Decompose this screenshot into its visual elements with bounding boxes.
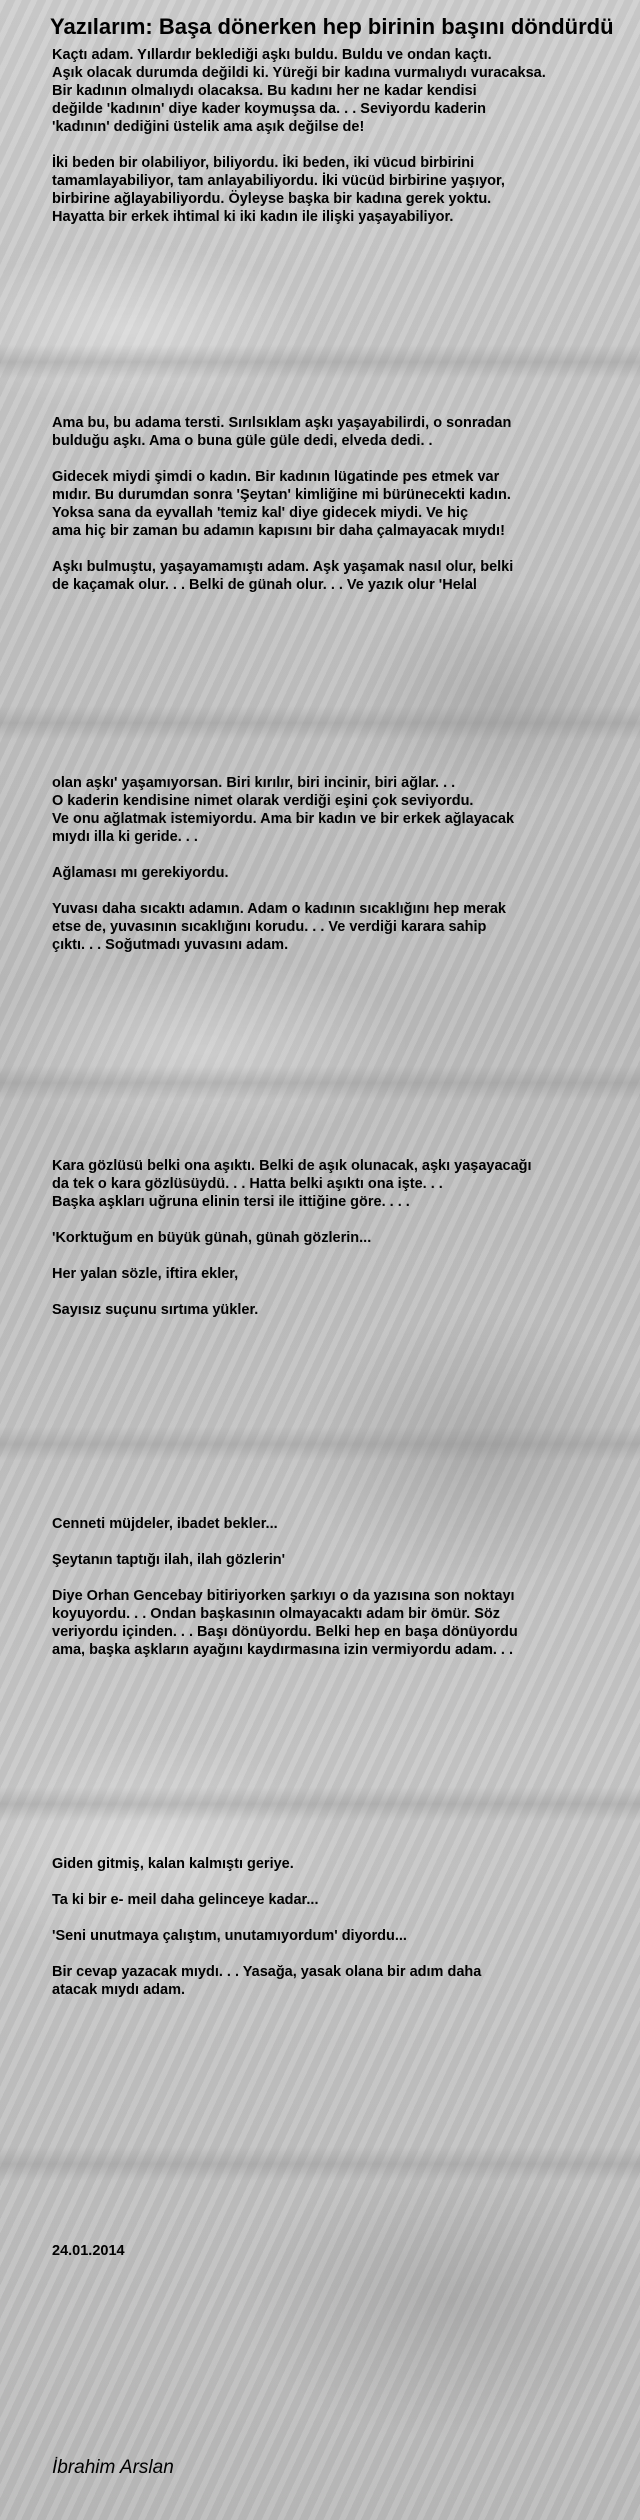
paragraph	[52, 1587, 612, 1659]
paragraph	[52, 414, 612, 450]
section-divider	[0, 1427, 640, 1461]
text-line: 'Seni unutmaya çalıştım, unutamıyordum' diyordu...	[52, 1928, 407, 1944]
paragraph	[52, 558, 612, 594]
paragraph	[52, 1963, 612, 1999]
page-title: Yazılarım: Başa dönerken hep birinin başını döndürdü	[50, 14, 614, 39]
text-line: Yoksa sana da eyvallah 'temiz kal' diye gidecek miydi. Ve hiç	[52, 505, 469, 521]
text-line: Sayısız suçunu sırtıma yükler.	[52, 1302, 259, 1318]
section-divider	[0, 1787, 640, 1821]
text-line: da tek o kara gözlüsüydü. . . Hatta belki aşıktı ona işte. . .	[52, 1176, 443, 1192]
text-line: değilde 'kadının' diye kader koymuşsa da. . . Seviyordu kaderin	[52, 101, 486, 117]
paragraph	[52, 1551, 612, 1569]
text-section-1	[52, 46, 612, 226]
text-line: Her yalan sözle, iftira ekler,	[52, 1266, 239, 1282]
text-line: Aşkı bulmuştu, yaşayamamıştı adam. Aşk yaşamak nasıl olur, belki	[52, 559, 514, 575]
paragraph	[52, 774, 612, 846]
text-line: 'kadının' dediğini üstelik ama aşık değilse de!	[52, 119, 365, 135]
text-section-4	[52, 1157, 612, 1319]
paragraph	[52, 1157, 612, 1211]
text-line: Kara gözlüsü belki ona aşıktı. Belki de aşık olunacak, aşkı yaşayacağı	[52, 1158, 532, 1174]
text-line: etse de, yuvasının sıcaklığını korudu. . . Ve verdiği karara sahip	[52, 919, 487, 935]
text-section-5	[52, 1515, 612, 1659]
text-line: Bir kadının olmalıydı olacaksa. Bu kadını her ne kadar kendisi	[52, 83, 477, 99]
text-line: Aşık olacak durumda değildi ki. Yüreği bir kadına vurmalıydı vuracaksa.	[52, 65, 546, 81]
text-section-3	[52, 774, 612, 954]
text-line: Ağlaması mı gerekiyordu.	[52, 865, 229, 881]
date-line	[52, 2242, 612, 2260]
text-line: Cenneti müjdeler, ibadet bekler...	[52, 1516, 278, 1532]
text-line: ama hiç bir zaman bu adamın kapısını bir daha çalmayacak mıydı!	[52, 523, 505, 539]
text-line: mıdır. Bu durumdan sonra 'Şeytan' kimliğine mi bürünecekti kadın.	[52, 487, 511, 503]
text-line: birbirine ağlayabiliyordu. Öyleyse başka bir kadına gerek yoktu.	[52, 191, 492, 207]
paragraph	[52, 468, 612, 540]
text-line: Diye Orhan Gencebay bitiriyorken şarkıyı o da yazısına son noktayı	[52, 1588, 515, 1604]
text-section-2	[52, 414, 612, 594]
text-line: çıktı. . . Soğutmadı yuvasını adam.	[52, 937, 289, 953]
text-line: mıydı illa ki geride. . .	[52, 829, 198, 845]
paragraph	[52, 1927, 612, 1945]
section-divider	[0, 345, 640, 379]
text-line: Yuvası daha sıcaktı adamın. Adam o kadının sıcaklığını hep merak	[52, 901, 506, 917]
text-line: Ama bu, bu adama tersti. Sırılsıklam aşkı yaşayabilirdi, o sonradan	[52, 415, 512, 431]
paragraph	[52, 900, 612, 954]
text-line: tamamlayabiliyor, tam anlayabiliyordu. İki vücüd birbirine yaşıyor,	[52, 173, 505, 189]
paragraph	[52, 1301, 612, 1319]
text-line: 'Korktuğum en büyük günah, günah gözlerin...	[52, 1230, 372, 1246]
text-line: ama, başka aşkların ayağını kaydırmasına izin vermiyordu adam. . .	[52, 1642, 513, 1658]
text-line: İki beden bir olabiliyor, biliyordu. İki beden, iki vücud birbirini	[52, 155, 475, 171]
text-line: olan aşkı' yaşamıyorsan. Biri kırılır, biri incinir, biri ağlar. . .	[52, 775, 456, 791]
text-line: Gidecek miydi şimdi o kadın. Bir kadının lügatinde pes etmek var	[52, 469, 500, 485]
paragraph	[52, 1515, 612, 1533]
text-line: Ve onu ağlatmak istemiyordu. Ama bir kadın ve bir erkek ağlayacak	[52, 811, 515, 827]
text-line: Başka aşkları uğruna elinin tersi ile ittiğine göre. . . .	[52, 1194, 410, 1210]
paragraph	[52, 1855, 612, 1873]
paragraph	[52, 1229, 612, 1247]
text-line: Giden gitmiş, kalan kalmıştı geriye.	[52, 1856, 294, 1872]
poem-date: 24.01.2014	[52, 2243, 125, 2259]
text-line: Hayatta bir erkek ihtimal ki iki kadın ile ilişki yaşayabiliyor.	[52, 209, 454, 225]
paragraph	[52, 154, 612, 226]
text-line: Bir cevap yazacak mıydı. . . Yasağa, yasak olana bir adım daha	[52, 1964, 482, 1980]
section-divider	[0, 1066, 640, 1100]
text-section-6	[52, 1855, 612, 1999]
text-line: bulduğu aşkı. Ama o buna güle güle dedi, elveda dedi. .	[52, 433, 433, 449]
paragraph	[52, 1891, 612, 1909]
date-section	[52, 2242, 612, 2260]
section-divider	[0, 2147, 640, 2181]
text-line: de kaçamak olur. . . Belki de günah olur. . . Ve yazık olur 'Helal	[52, 577, 477, 593]
author-name: İbrahim Arslan	[52, 2457, 174, 2478]
section-divider	[0, 706, 640, 740]
text-line: Kaçtı adam. Yıllardır beklediği aşkı buldu. Buldu ve ondan kaçtı.	[52, 47, 492, 63]
paragraph	[52, 1265, 612, 1283]
paragraph	[52, 46, 612, 136]
paragraph	[52, 864, 612, 882]
text-line: veriyordu içinden. . . Başı dönüyordu. Belki hep en başa dönüyordu	[52, 1624, 518, 1640]
text-line: Şeytanın taptığı ilah, ilah gözlerin'	[52, 1552, 286, 1568]
text-line: Ta ki bir e- meil daha gelinceye kadar...	[52, 1892, 319, 1908]
text-line: koyuyordu. . . Ondan başkasının olmayacaktı adam bir ömür. Söz	[52, 1606, 501, 1622]
text-line: O kaderin kendisine nimet olarak verdiği eşini çok seviyordu.	[52, 793, 474, 809]
text-line: atacak mıydı adam.	[52, 1982, 185, 1998]
